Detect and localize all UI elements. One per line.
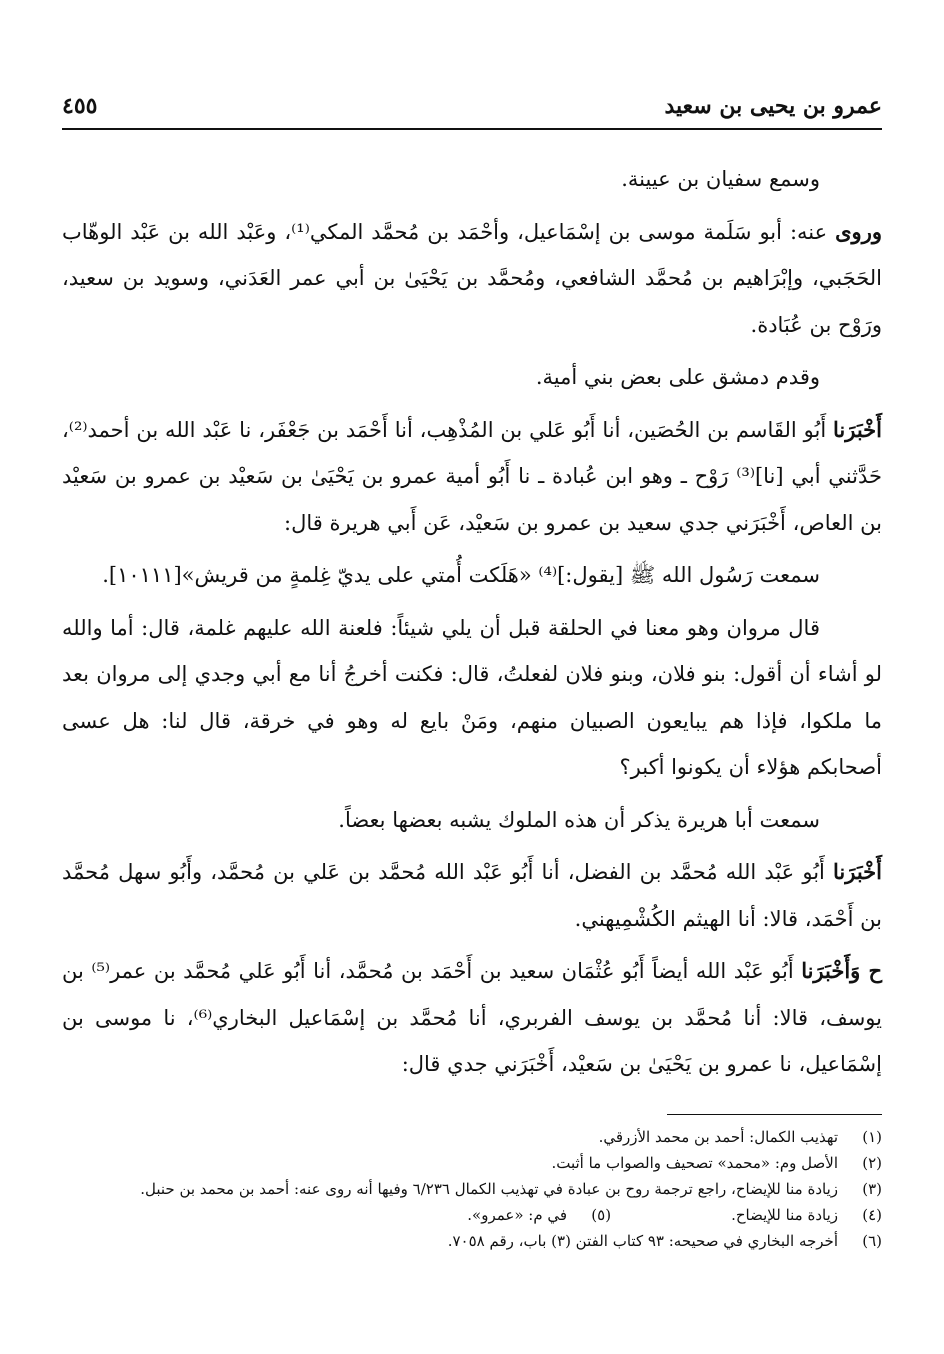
main-text (62, 156, 882, 1094)
paragraph: سمعت أبا هريرة يذكر أن هذه الملوك يشبه بعضها بعضاً. (338, 807, 820, 832)
paragraph-lead: أَخْبَرَنا (833, 859, 882, 884)
paragraph: أَخْبَرَنا أَبُو عَبْد الله مُحمَّد بن الفضل، أنا أَبُو عَبْد الله مُحمَّد بن عَلي بن مُحمَّد، وأَبُو سهل مُحمَّد بن أَحْمَد، قالا: أنا الهيثم الكُشْمِيهني. (62, 859, 882, 931)
footnote-number: (٣) (862, 1180, 882, 1198)
paragraph: وروى عنه: أبو سَلَمة موسى بن إسْمَاعيل، وأحْمَد بن مُحمَّد المكي⁽¹⁾، وعَبْد الله بن عَبْد الوهّاب الحَجَبي، وإبْرَاهيم بن مُحمَّد الشافعي، ومُحمَّد بن يَحْيَىٰ بن أبي عمر العَدَني، وسويد بن سعيد، ورَوْح بن عُبَادة. (62, 218, 882, 337)
footnote-number: (٤) (862, 1206, 882, 1224)
paragraph-lead: أَخْبَرَنا (833, 416, 882, 442)
footnote-number: (١) (862, 1128, 882, 1146)
footnote-number: (٥) (591, 1206, 612, 1224)
footnote (62, 1150, 882, 1176)
header-rule (62, 128, 882, 130)
footnote (62, 1228, 882, 1254)
paragraph: ح وَأَخْبَرَنا أَبُو عَبْد الله أيضاً أَبُو عُثْمَان سعيد بن أَحْمَد بن مُحمَّد، أنا أَبُو عَلي مُحمَّد بن عمر⁽⁵⁾ بن يوسف، قالا: أنا مُحمَّد بن يوسف الفربري، أنا مُحمَّد بن إسْمَاعيل البخاري⁽⁶⁾، نا موسى بن إسْمَاعيل، نا عمرو بن يَحْيَىٰ بن سَعيْد، أَخْبَرَني جدي قال: (62, 958, 883, 1076)
footnotes (62, 1124, 882, 1254)
footnote-rule (667, 1114, 882, 1115)
footnote-text: أخرجه البخاري في صحيحه: ٩٣ كتاب الفتن (٣) باب، رقم ٧٠٥٨. (447, 1232, 838, 1250)
running-header (62, 88, 882, 124)
paragraph: أَخْبَرَنا أَبُو القَاسم بن الحُصَين، أنا أَبُو عَلي بن المُذْهِب، أنا أَحْمَد بن جَعْفَر، نا عَبْد الله بن أحمد⁽²⁾، حَدَّثني أبي [نا]⁽³⁾ رَوْح ـ وهو ابن عُبادة ـ نا أَبُو أمية عمرو بن يَحْيَىٰ بن سَعيْد بن عمرو بن سَعيْد بن العاص، أَخْبَرَني جدي سعيد بن عمرو بن سَعيْد، عَن أَبي هريرة قال: (62, 416, 882, 535)
footnote-text: في م: «عمرو». (467, 1206, 568, 1224)
footnote (731, 1202, 882, 1228)
paragraph-lead: وروى (835, 218, 882, 244)
paragraph-lead: ح وَأَخْبَرَنا (801, 958, 883, 983)
footnote-pair (62, 1202, 882, 1228)
footnote-text: تهذيب الكمال: أحمد بن محمد الأزرقي. (598, 1128, 838, 1146)
footnote-number: (٦) (862, 1232, 882, 1250)
paragraph: وسمع سفيان بن عيينة. (621, 167, 820, 191)
footnote-text: الأصل وم: «محمد» تصحيف والصواب ما أثبت. (551, 1154, 838, 1172)
footnote (62, 1124, 882, 1150)
paragraph: قال مروان وهو معنا في الحلقة قبل أن يلي شيئاً: فلعنة الله عليهم غلمة، قال: أما والله لو أشاء أن أقول: بنو فلان، وبنو فلان لفعلتُ، قال: فكنت أخرجُ أنا مع أبي وجدي إلى مروان بعد ما ملكوا، فإذا هم يبايعون الصبيان منهم، ومَنْ بايع له وهو في خرقة، قال لنا: هل عسى أصحابكم هؤلاء أن يكونوا أكبر؟ (62, 615, 882, 779)
hadith-text: سمعت رَسُول الله ﷺ [يقول:]⁽⁴⁾ «هَلَكت أُمتي على يديّ غِلمةٍ من قريش»[١٠١١١]. (102, 563, 820, 587)
footnote-text: زيادة منا للإيضاح، راجع ترجمة روح بن عبادة في تهذيب الكمال ٦/٢٣٦ وفيها أنه روى عنه: أحمد بن محمد بن حنبل. (140, 1180, 838, 1198)
page-number: ٤٥٥ (62, 93, 98, 119)
footnote (62, 1176, 882, 1202)
paragraph: وقدم دمشق على بعض بني أمية. (535, 365, 820, 389)
footnote-text: زيادة منا للإيضاح. (731, 1206, 838, 1224)
footnote-number: (٢) (862, 1154, 882, 1172)
footnote (467, 1202, 611, 1228)
running-title: عمرو بن يحيى بن سعيد (664, 93, 882, 119)
